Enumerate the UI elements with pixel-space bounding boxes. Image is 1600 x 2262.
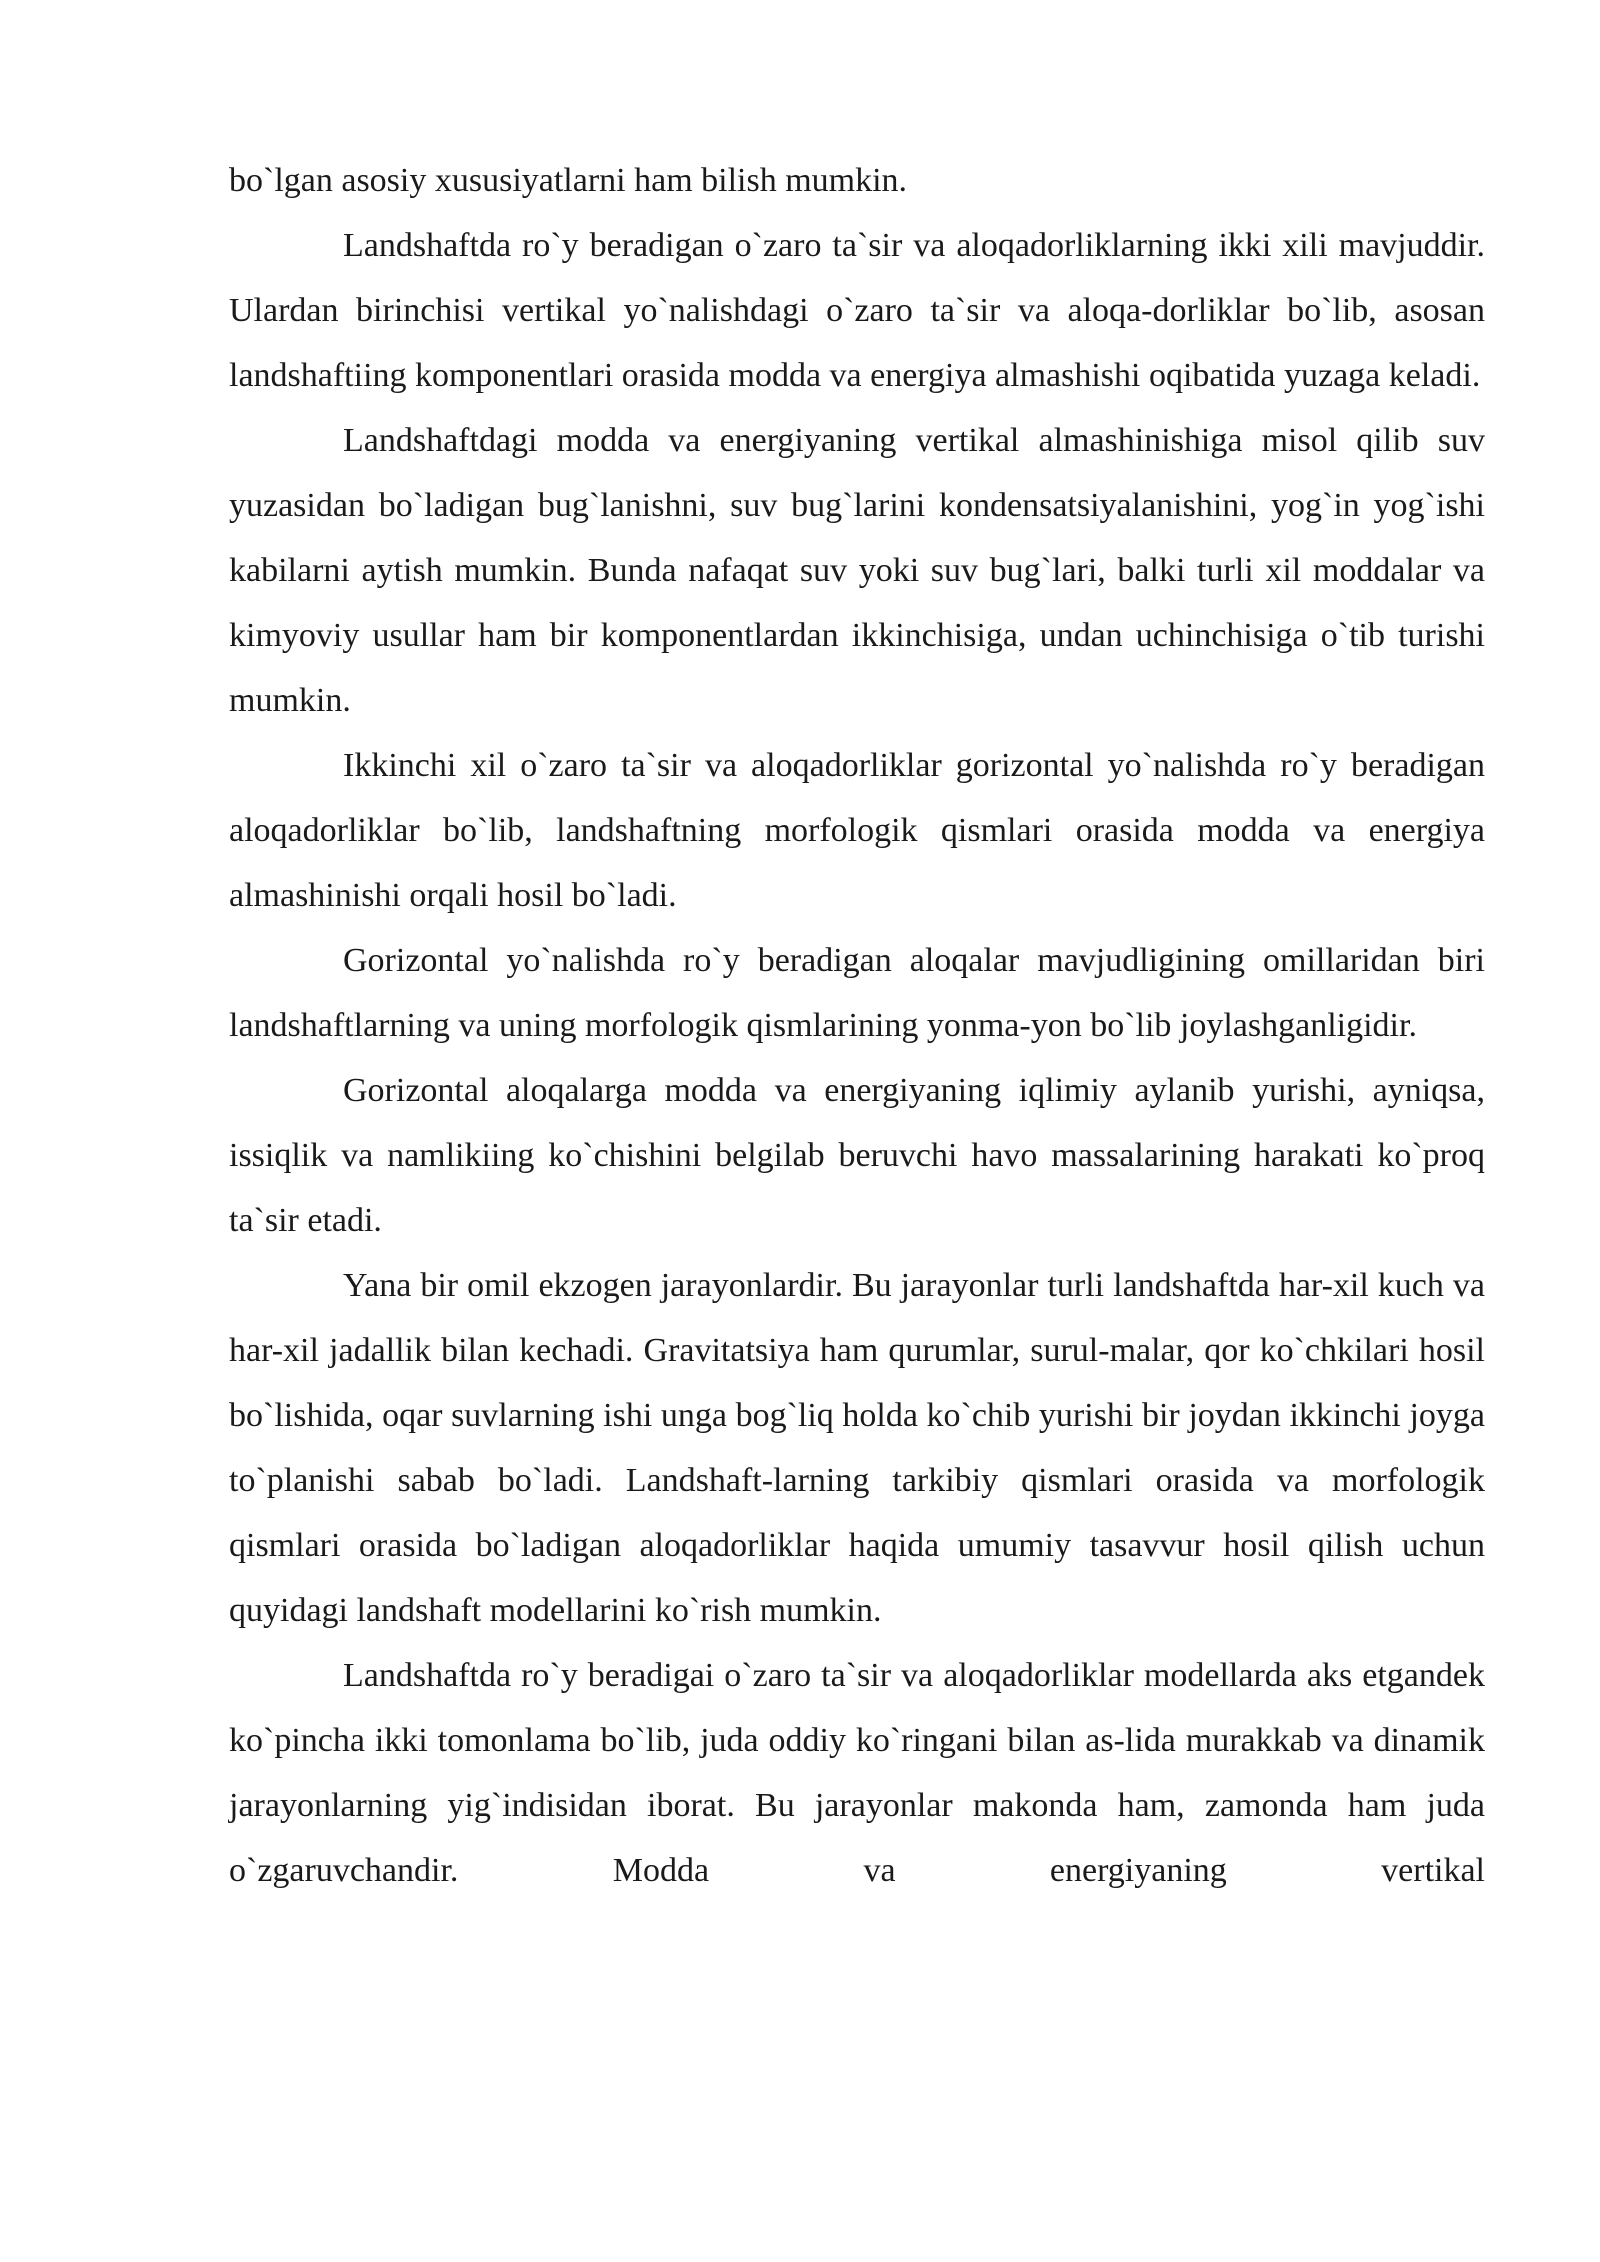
paragraph: Landshaftdagi modda va energiyaning vertikal almashinishiga misol qilib suv yuzasidan bo`ladigan bug`lanishni, suv bug`larini kondensatsiyalanishini, yog`in yog`ishi kabilarni aytish mumkin. Bunda nafaqat suv yoki suv bug`lari, balki turli xil moddalar va kimyoviy usullar ham bir komponentlardan ikkinchisiga, undan uchinchisiga o`tib turishi mumkin.: [229, 422, 1485, 719]
body-text: [229, 148, 1485, 1903]
paragraph-continuation: bo`lgan asosiy xususiyatlarni ham bilish mumkin.: [229, 162, 908, 199]
paragraph: Gorizontal aloqalarga modda va energiyaning iqlimiy aylanib yurishi, ayniqsa, issiqlik va namlikiing ko`chishini belgilab beruvchi havo massalarining harakati ko`proq ta`sir etadi.: [229, 1072, 1485, 1239]
paragraph: Yana bir omil ekzogen jarayonlardir. Bu jarayonlar turli landshaftda har-xil kuch va har-xil jadallik bilan kechadi. Gravitatsiya ham qurumlar, surul-malar, qor ko`chkilari hosil bo`lishida, oqar suvlarning ishi unga bog`liq holda ko`chib yurishi bir joydan ikkinchi joyga to`planishi sabab bo`ladi. Landshaft-larning tarkibiy qismlari orasida va morfologik qismlari orasida bo`ladigan aloqadorliklar haqida umumiy tasavvur hosil qilish uchun quyidagi landshaft modellarini ko`rish mumkin.: [229, 1267, 1485, 1629]
paragraph: Landshaftda ro`y beradigai o`zaro ta`sir va aloqadorliklar modellarda aks etgandek ko`pincha ikki tomonlama bo`lib, juda oddiy ko`ringani bilan as-lida murakkab va dinamik jarayonlarning yig`indisidan iborat. Bu jarayonlar makonda ham, zamonda ham juda o`zgaruvchandir. Modda va energiyaning vertikal: [229, 1657, 1485, 1889]
paragraph: Landshaftda ro`y beradigan o`zaro ta`sir va aloqadorliklarning ikki xili mavjuddir. Ulardan birinchisi vertikal yo`nalishdagi o`zaro ta`sir va aloqa-dorliklar bo`lib, asosan landshaftiing komponentlari orasida modda va energiya almashishi oqibatida yuzaga keladi.: [229, 227, 1485, 394]
paragraph: Gorizontal yo`nalishda ro`y beradigan aloqalar mavjudligining omillaridan biri landshaftlarning va uning morfologik qismlarining yonma-yon bo`lib joylashganligidir.: [229, 942, 1485, 1044]
paragraph: Ikkinchi xil o`zaro ta`sir va aloqadorliklar gorizontal yo`nalishda ro`y beradigan aloqadorliklar bo`lib, landshaftning morfologik qismlari orasida modda va energiya almashinishi orqali hosil bo`ladi.: [229, 747, 1485, 914]
